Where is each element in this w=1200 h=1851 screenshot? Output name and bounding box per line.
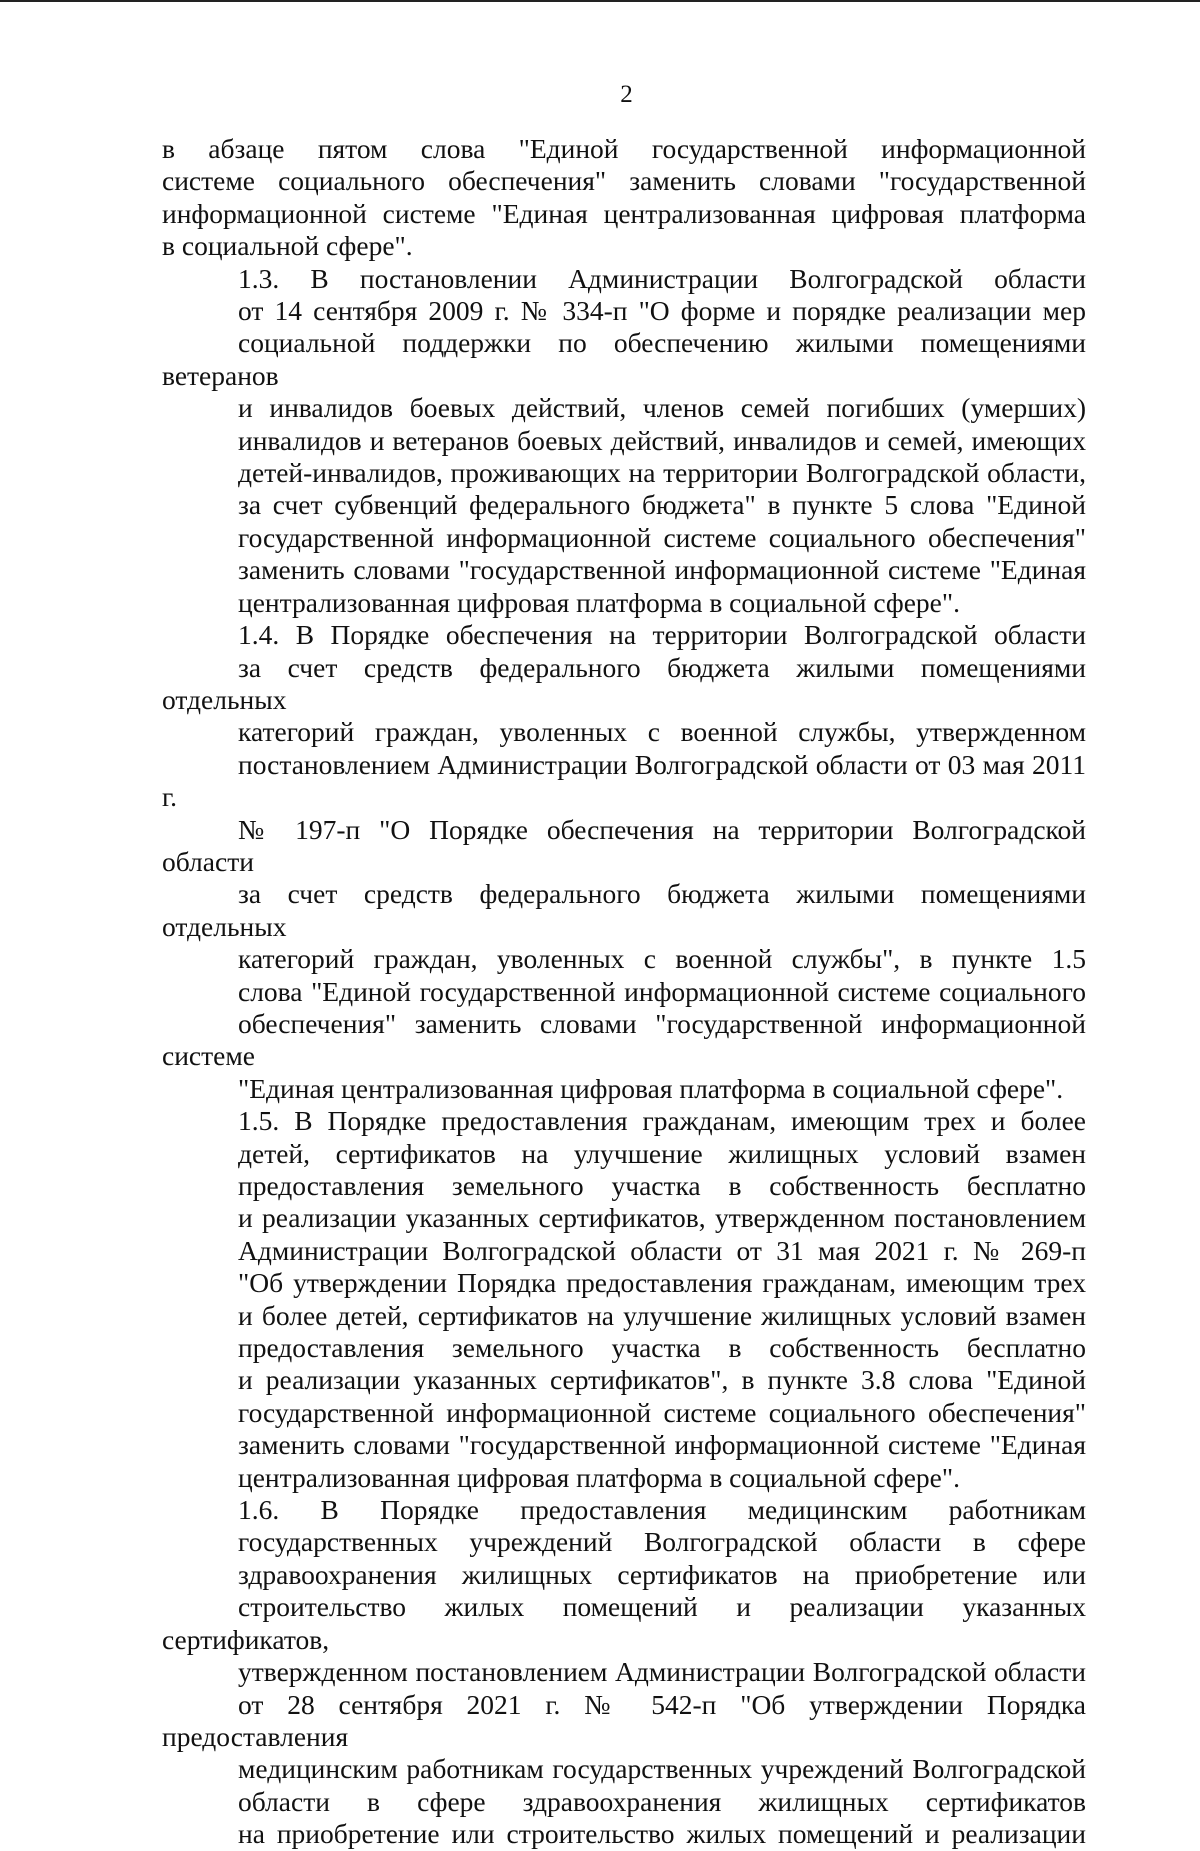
text-line: от 14 сентября 2009 г. № 334-п "О форме и порядке реализации мер (238, 295, 1086, 327)
text-line: социальной поддержки по обеспечению жилыми помещениями ветеранов (162, 327, 1086, 391)
text-line: обеспечения" заменить словами "государственной информационной системе (162, 1007, 1086, 1072)
text-line: государственной информационной системе социального обеспечения" (238, 521, 1086, 553)
text-line: утвержденном постановлением Администрации Волгоградской области (238, 1656, 1086, 1688)
text-line: детей, сертификатов на улучшение жилищных условий взамен (238, 1137, 1086, 1169)
text-line: категорий граждан, уволенных с военной службы", в пункте 1.5 (238, 943, 1086, 975)
text-line: централизованная цифровая платформа в социальной сфере". (238, 1461, 960, 1493)
text-line: и реализации указанных сертификатов, утвержденном постановлением (238, 1202, 1086, 1234)
text-line: на приобретение или строительство жилых помещений и реализации (238, 1818, 1086, 1850)
text-line: "Единая централизованная цифровая платформа в социальной сфере". (238, 1072, 1064, 1104)
paragraph-para-1-5 (162, 1105, 1086, 1494)
paragraph-para-intro-continuation (162, 133, 1086, 263)
text-line: предоставления земельного участка в собственность бесплатно (238, 1170, 1086, 1201)
text-line: заменить словами "государственной информационной системе "Единая (238, 1429, 1086, 1461)
text-line: в абзаце пятом слова "Единой государственной информационной (162, 133, 1086, 164)
text-line: "Об утверждении Порядка предоставления гражданам, имеющим трех (238, 1267, 1086, 1299)
scan-top-edge (0, 0, 1200, 2)
text-line: слова "Единой государственной информационной системе социального (238, 975, 1086, 1007)
text-line: Администрации Волгоградской области от 31 мая 2021 г. № 269-п (238, 1234, 1086, 1266)
document-body (162, 133, 1086, 1851)
text-line: от 28 сентября 2021 г. № 542-п "Об утверждении Порядка предоставления (162, 1688, 1086, 1752)
text-line: и инвалидов боевых действий, членов семей погибших (умерших) (238, 392, 1086, 424)
text-line: 1.5. В Порядке предоставления гражданам, имеющим трех и более (238, 1105, 1086, 1137)
text-line: системе социального обеспечения" заменить словами "государственной (162, 165, 1086, 197)
text-line: строительство жилых помещений и реализации указанных сертификатов, (162, 1591, 1086, 1655)
text-line: постановлением Администрации Волгоградской области от 03 мая 2011 г. (162, 748, 1086, 813)
paragraph-para-1-4 (162, 619, 1086, 1105)
text-line: 1.6. В Порядке предоставления медицинским работникам (238, 1494, 1086, 1526)
text-line: 1.3. В постановлении Администрации Волгоградской области (238, 262, 1086, 294)
text-line: государственной информационной системе социального обеспечения" (238, 1396, 1086, 1428)
text-line: информационной системе "Единая централизованная цифровая платформа (162, 197, 1086, 229)
text-line: здравоохранения жилищных сертификатов на приобретение или (238, 1558, 1086, 1590)
text-line: медицинским работникам государственных учреждений Волгоградской (238, 1753, 1086, 1785)
text-line: 1.4. В Порядке обеспечения на территории Волгоградской области (238, 619, 1086, 651)
text-line: заменить словами "государственной информационной системе "Единая (238, 554, 1086, 586)
text-line: и реализации указанных сертификатов", в пункте 3.8 слова "Единой (238, 1364, 1086, 1396)
text-line: предоставления земельного участка в собственность бесплатно (238, 1332, 1086, 1364)
text-line: инвалидов и ветеранов боевых действий, инвалидов и семей, имеющих (238, 424, 1086, 456)
paragraph-para-1-6 (162, 1494, 1086, 1850)
text-line: и более детей, сертификатов на улучшение жилищных условий взамен (238, 1299, 1086, 1331)
text-line: категорий граждан, уволенных с военной службы, утвержденном (238, 716, 1086, 748)
text-line: области в сфере здравоохранения жилищных сертификатов (238, 1785, 1086, 1817)
text-line: в социальной сфере". (162, 230, 413, 262)
paragraph-para-1-3 (162, 263, 1086, 619)
text-line: государственных учреждений Волгоградской области в сфере (238, 1526, 1086, 1558)
text-line: № 197-п "О Порядке обеспечения на территории Волгоградской области (162, 813, 1086, 877)
page-number: 2 (620, 81, 633, 108)
text-line: за счет средств федерального бюджета жилыми помещениями отдельных (162, 878, 1086, 942)
text-line: централизованная цифровая платформа в социальной сфере". (238, 586, 960, 618)
text-line: за счет средств федерального бюджета жилыми помещениями отдельных (162, 651, 1086, 715)
text-line: за счет субвенций федерального бюджета" в пункте 5 слова "Единой (238, 489, 1086, 521)
text-line: детей-инвалидов, проживающих на территории Волгоградской области, (238, 457, 1086, 489)
